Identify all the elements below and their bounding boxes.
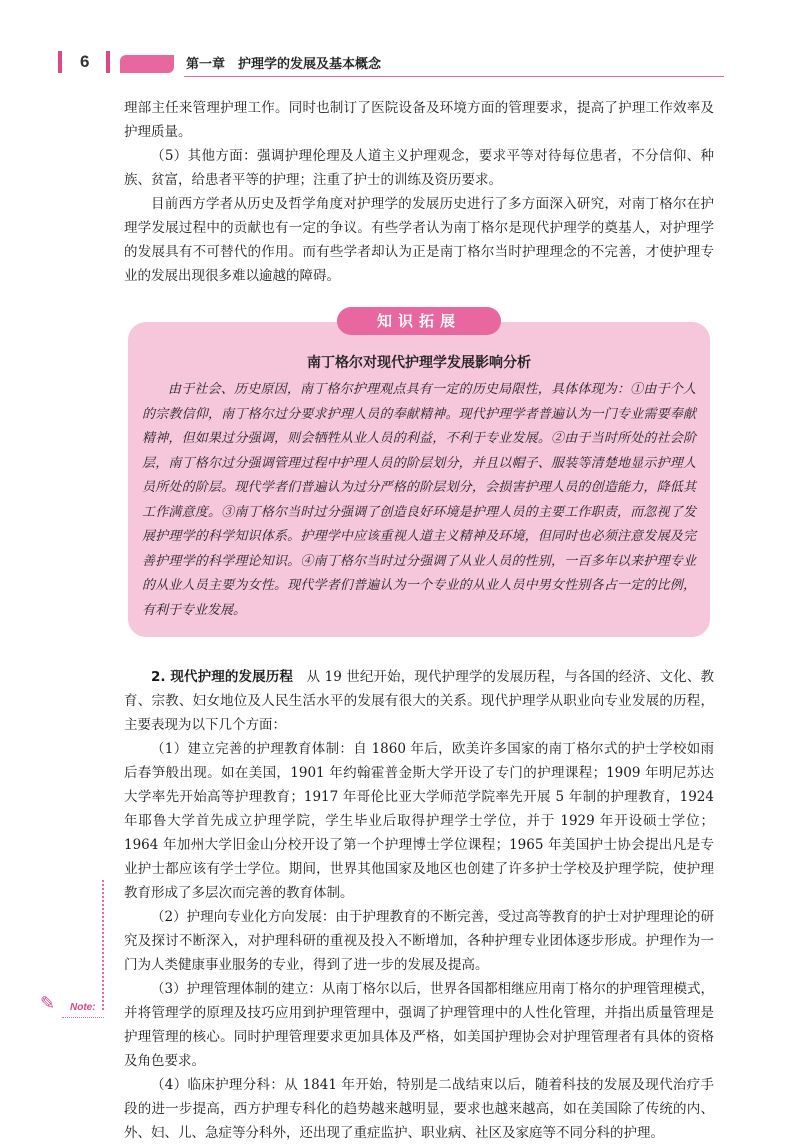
section-heading: 2. 现代护理的发展历程: [151, 669, 293, 685]
paragraph: 目前西方学者从历史及哲学角度对护理学的发展历史进行了多方面深入研究，对南丁格尔在护理学发展过程中的贡献也有一定的争议。有些学者认为南丁格尔是现代护理学的奠基人，对护理学的发展具有不可替代的作用。而有些学者却认为正是南丁格尔当时护理理念的不完善，才使护理专业的发展出现很多难以逾越的障碍。: [124, 196, 714, 284]
header-divider-bar: [106, 51, 110, 73]
page-body: [124, 96, 714, 1145]
knowledge-box-title: 南丁格尔对现代护理学发展影响分析: [307, 355, 531, 371]
note-rule: [62, 1017, 104, 1018]
header-left-bar: [58, 51, 62, 73]
note-label: Note:: [70, 1002, 96, 1013]
list-item: （4）临床护理分科：从 1841 年开始，特别是二战结束以后，随着科技的发展及现代治疗手段的进一步提高，西方护理专科化的趋势越来越明显，要求也越来越高，如在美国除了传统的内、外、妇、儿、急症等分科外，还出现了重症监护、职业病、社区及家庭等不同分科的护理。: [124, 1077, 714, 1141]
list-item: （3）护理管理体制的建立：从南丁格尔以后，世界各国都相继应用南丁格尔的护理管理模式，并将管理学的原理及技巧应用到护理管理中，强调了护理管理中的人性化管理，并指出质量管理是护理管理的核心。同时护理管理要求更加具体及严格，如美国护理协会对护理管理者有具体的资格及角色要求。: [124, 981, 714, 1069]
list-item: （1）建立完善的护理教育体制：自 1860 年后，欧美许多国家的南丁格尔式的护士学校如雨后春笋般出现。如在美国，1901 年约翰霍普金斯大学开设了专门的护理课程；1909 年明尼苏达大学率先开始高等护理教育；1917 年哥伦比亚大学师范学院率先开展 5 年制的护理教育，1924 年耶鲁大学首先成立护理学院，学生毕业后取得护理学士学位，并于 1929 年开设硕士学位；1964 年加州大学旧金山分校开设了第一个护理博士学位课程；1965 年美国护士协会提出凡是专业护士都应该有学士学位。期间，世界其他国家及地区也创建了许多护士学校及护理学院，使护理教育形成了多层次而完善的教育体制。: [124, 741, 714, 901]
paragraph: （5）其他方面：强调护理伦理及人道主义护理观念，要求平等对待每位患者，不分信仰、种族、贫富，给患者平等的护理；注重了护士的训练及资历要求。: [124, 148, 714, 188]
knowledge-box-body: 由于社会、历史原因，南丁格尔护理观点具有一定的历史局限性，具体体现为：①由于个人的宗教信仰，南丁格尔过分要求护理人员的奉献精神。现代护理学者普遍认为一门专业需要奉献精神，但如果过分强调，则会牺牲从业人员的利益，不利于专业发展。②由于当时所处的社会阶层，南丁格尔过分强调管理过程中护理人员的阶层划分，并且以帽子、服装等清楚地显示护理人员所处的阶层。现代学者们普遍认为过分严格的阶层划分，会损害护理人员的创造能力，降低其工作满意度。③南丁格尔当时过分强调了创造良好环境是护理人员的主要工作职责，而忽视了发展护理学的科学知识体系。护理学中应该重视人道主义精神及环境，但同时也必须注意发展及完善护理学的科学理论知识。④南丁格尔当时过分强调了从业人员的性别，一百多年以来护理专业的从业人员主要为女性。现代学者们普遍认为一个专业的从业人员中男女性别各占一定的比例，有利于专业发展。: [142, 382, 696, 618]
page-number: 6: [80, 52, 90, 71]
header-rule: [184, 76, 724, 77]
pencil-icon: ✎: [40, 993, 56, 1014]
list-item: （2）护理向专业化方向发展：由于护理教育的不断完善，受过高等教育的护士对护理理论的研究及探讨不断深入，对护理科研的重视及投入不断增加，各种护理专业团体逐步形成。护理作为一门为人类健康事业服务的专业，得到了进一步的发展及提高。: [124, 909, 714, 973]
paragraph: 理部主任来管理护理工作。同时也制订了医院设备及环境方面的管理要求，提高了护理工作效率及护理质量。: [124, 100, 714, 140]
knowledge-extension-box: [128, 312, 710, 637]
chapter-title: 第一章 护理学的发展及基本概念: [186, 57, 382, 72]
margin-dotted-line: [102, 880, 104, 1010]
section-2-intro: [124, 665, 714, 737]
knowledge-box-tab: 知识拓展: [337, 307, 501, 335]
section-intro-text: 从 19 世纪开始，现代护理学的发展历程，与各国的经济、文化、教育、宗教、妇女地位及人民生活水平的发展有很大的关系。现代护理学从职业向专业发展的历程，主要表现为以下几个方面：: [124, 669, 714, 733]
header-accent-block: [120, 55, 174, 73]
